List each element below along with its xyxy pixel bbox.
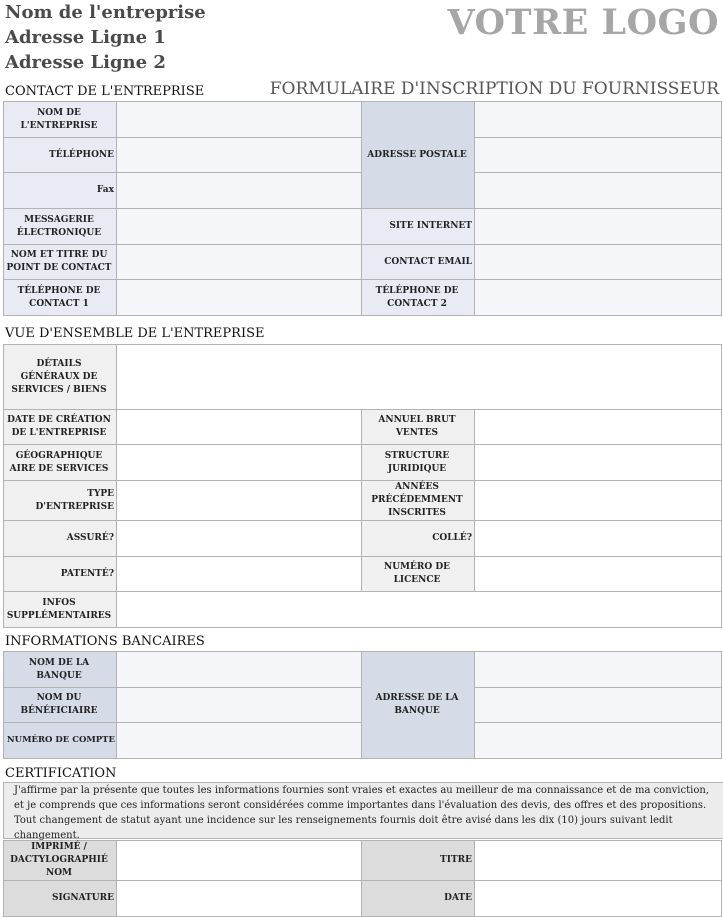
section-title-overview: VUE D'ENSEMBLE DE L'ENTREPRISE bbox=[5, 326, 265, 341]
label-fax: Fax bbox=[4, 173, 117, 209]
label-contact-email: CONTACT EMAIL bbox=[362, 245, 475, 280]
input-business-type[interactable] bbox=[117, 481, 362, 521]
input-date[interactable] bbox=[475, 881, 722, 917]
input-legal-structure[interactable] bbox=[475, 445, 722, 481]
input-website[interactable] bbox=[475, 209, 722, 245]
input-phone[interactable] bbox=[117, 138, 362, 173]
section-title-certification: CERTIFICATION bbox=[5, 766, 117, 781]
label-phone: TÉLÉPHONE bbox=[4, 138, 117, 173]
input-years-registered[interactable] bbox=[475, 481, 722, 521]
input-bank-name[interactable] bbox=[117, 652, 362, 688]
input-postal-address-1[interactable] bbox=[475, 102, 722, 138]
input-creation-date[interactable] bbox=[117, 410, 362, 445]
input-extra-info[interactable] bbox=[117, 592, 722, 628]
contact-table bbox=[3, 101, 722, 316]
overview-table bbox=[3, 344, 722, 628]
input-general-details[interactable] bbox=[117, 345, 722, 410]
input-email[interactable] bbox=[117, 209, 362, 245]
certification-table bbox=[3, 840, 722, 917]
input-license-number[interactable] bbox=[475, 557, 722, 592]
label-extra-info: INFOS SUPPLÉMENTAIRES bbox=[4, 592, 117, 628]
label-contact-phone-1: TÉLÉPHONE DE CONTACT 1 bbox=[4, 280, 117, 316]
label-email: MESSAGERIE ÉLECTRONIQUE bbox=[4, 209, 117, 245]
label-beneficiary: NOM DU BÉNÉFICIAIRE bbox=[4, 688, 117, 723]
section-title-bank: INFORMATIONS BANCAIRES bbox=[5, 634, 205, 649]
label-date: DATE bbox=[362, 881, 475, 917]
input-gross-annual-sales[interactable] bbox=[475, 410, 722, 445]
label-business-type: TYPE D'ENTREPRISE bbox=[4, 481, 117, 521]
label-general-details: DÉTAILS GÉNÉRAUX DE SERVICES / BIENS bbox=[4, 345, 117, 410]
label-legal-structure: STRUCTURE JURIDIQUE bbox=[362, 445, 475, 481]
input-bonded[interactable] bbox=[475, 521, 722, 557]
company-address-block bbox=[5, 0, 206, 75]
input-bank-address-2[interactable] bbox=[475, 688, 722, 723]
input-bank-address-1[interactable] bbox=[475, 652, 722, 688]
label-contact-phone-2: TÉLÉPHONE DE CONTACT 2 bbox=[362, 280, 475, 316]
input-contact-name[interactable] bbox=[117, 245, 362, 280]
label-gross-annual-sales: ANNUEL BRUT VENTES bbox=[362, 410, 475, 445]
label-bank-name: NOM DE LA BANQUE bbox=[4, 652, 117, 688]
label-company-name: NOM DE L'ENTREPRISE bbox=[4, 102, 117, 138]
input-printed-name[interactable] bbox=[117, 841, 362, 881]
input-signer-title[interactable] bbox=[475, 841, 722, 881]
label-creation-date: DATE DE CRÉATION DE L'ENTREPRISE bbox=[4, 410, 117, 445]
input-insured[interactable] bbox=[117, 521, 362, 557]
section-title-contact: CONTACT DE L'ENTREPRISE bbox=[5, 84, 205, 99]
logo-placeholder: VOTRE LOGO bbox=[447, 2, 719, 43]
address-line-2: Adresse Ligne 2 bbox=[5, 52, 166, 73]
label-printed-name: IMPRIMÉ / DACTYLOGRAPHIÉ NOM bbox=[4, 841, 117, 881]
input-postal-address-3[interactable] bbox=[475, 173, 722, 209]
input-postal-address-2[interactable] bbox=[475, 138, 722, 173]
input-signature[interactable] bbox=[117, 881, 362, 917]
label-insured: ASSURÉ? bbox=[4, 521, 117, 557]
input-contact-email[interactable] bbox=[475, 245, 722, 280]
label-licensed: PATENTÉ? bbox=[4, 557, 117, 592]
label-bank-address: ADRESSE DE LA BANQUE bbox=[362, 652, 475, 759]
form-title: FORMULAIRE D'INSCRIPTION DU FOURNISSEUR bbox=[269, 79, 719, 99]
input-contact-phone-2[interactable] bbox=[475, 280, 722, 316]
label-website: SITE INTERNET bbox=[362, 209, 475, 245]
bank-table bbox=[3, 651, 722, 759]
label-bonded: COLLÉ? bbox=[362, 521, 475, 557]
label-years-registered: ANNÉES PRÉCÉDEMMENT INSCRITES bbox=[362, 481, 475, 521]
input-company-name[interactable] bbox=[117, 102, 362, 138]
input-service-area[interactable] bbox=[117, 445, 362, 481]
company-name: Nom de l'entreprise bbox=[5, 2, 206, 23]
label-service-area: GÉOGRAPHIQUE AIRE DE SERVICES bbox=[4, 445, 117, 481]
label-account-number: NUMÉRO DE COMPTE bbox=[4, 723, 117, 759]
label-license-number: NUMÉRO DE LICENCE bbox=[362, 557, 475, 592]
label-contact-name: NOM ET TITRE DU POINT DE CONTACT bbox=[4, 245, 117, 280]
certification-statement: J'affirme par la présente que toutes les informations fournies sont vraies et exactes au meilleur de ma connaissance et de ma conviction, et je comprends que ces informations seront considérées comme importantes dans l'évaluation des devis, des offres et des propositions. Tout changement de statut ayant une incidence sur les renseignements fournis doit être avisé dans les dix (10) jours suivant ledit changement. bbox=[3, 782, 723, 839]
input-contact-phone-1[interactable] bbox=[117, 280, 362, 316]
input-beneficiary[interactable] bbox=[117, 688, 362, 723]
input-fax[interactable] bbox=[117, 173, 362, 209]
label-signature: SIGNATURE bbox=[4, 881, 117, 917]
address-line-1: Adresse Ligne 1 bbox=[5, 27, 166, 48]
input-licensed[interactable] bbox=[117, 557, 362, 592]
input-account-number[interactable] bbox=[117, 723, 362, 759]
input-bank-address-3[interactable] bbox=[475, 723, 722, 759]
label-signer-title: TITRE bbox=[362, 841, 475, 881]
label-postal-address: ADRESSE POSTALE bbox=[362, 102, 475, 209]
